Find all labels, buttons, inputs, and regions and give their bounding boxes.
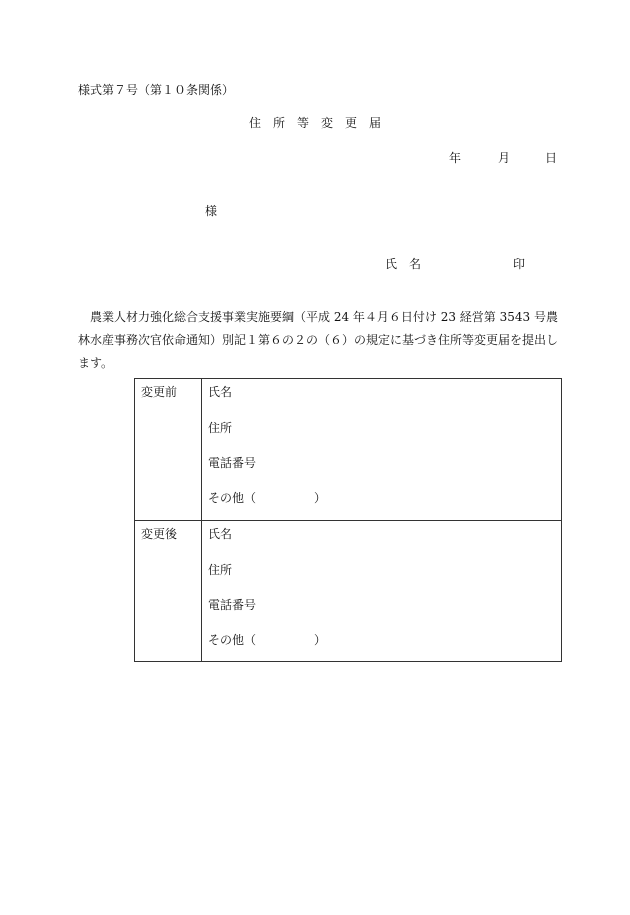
field-address-after: 住所 [208,563,233,577]
field-name-after: 氏名 [208,527,233,541]
field-phone-before: 電話番号 [208,456,257,470]
section-label-after: 変更後 [141,527,178,541]
column-divider [201,521,202,661]
date-day-label: 日 [545,151,558,165]
field-other-before [208,489,326,506]
field-name-before: 氏名 [208,385,233,399]
section-label-before: 変更前 [141,385,178,399]
body-paragraph: 農業人材力強化総合支援事業実施要綱（平成 24 年４月６日付け 23 経営第 3543 号農林水産事務次官依命通知）別記１第６の２の（６）の規定に基づき住所等変更届を提出します。 [78,310,559,370]
seal-label: 印 [513,257,526,271]
section-after-change [135,521,561,661]
field-address-before: 住所 [208,421,233,435]
section-before-change [135,379,561,521]
date-month-label: 月 [498,151,511,165]
column-divider [201,379,202,520]
date-year-label: 年 [449,151,462,165]
other-close-before: ） [314,491,327,505]
change-table [134,378,562,662]
applicant-name-label: 氏 名 [385,257,422,271]
other-open-after: その他（ [208,633,257,647]
document-title: 住 所 等 変 更 届 [248,116,381,130]
other-close-after: ） [314,633,327,647]
other-open-before: その他（ [208,491,257,505]
field-other-after [208,631,326,648]
field-phone-after: 電話番号 [208,598,257,612]
addressee-suffix: 様 [205,204,218,218]
form-number: 様式第７号（第１０条関係） [78,83,235,97]
